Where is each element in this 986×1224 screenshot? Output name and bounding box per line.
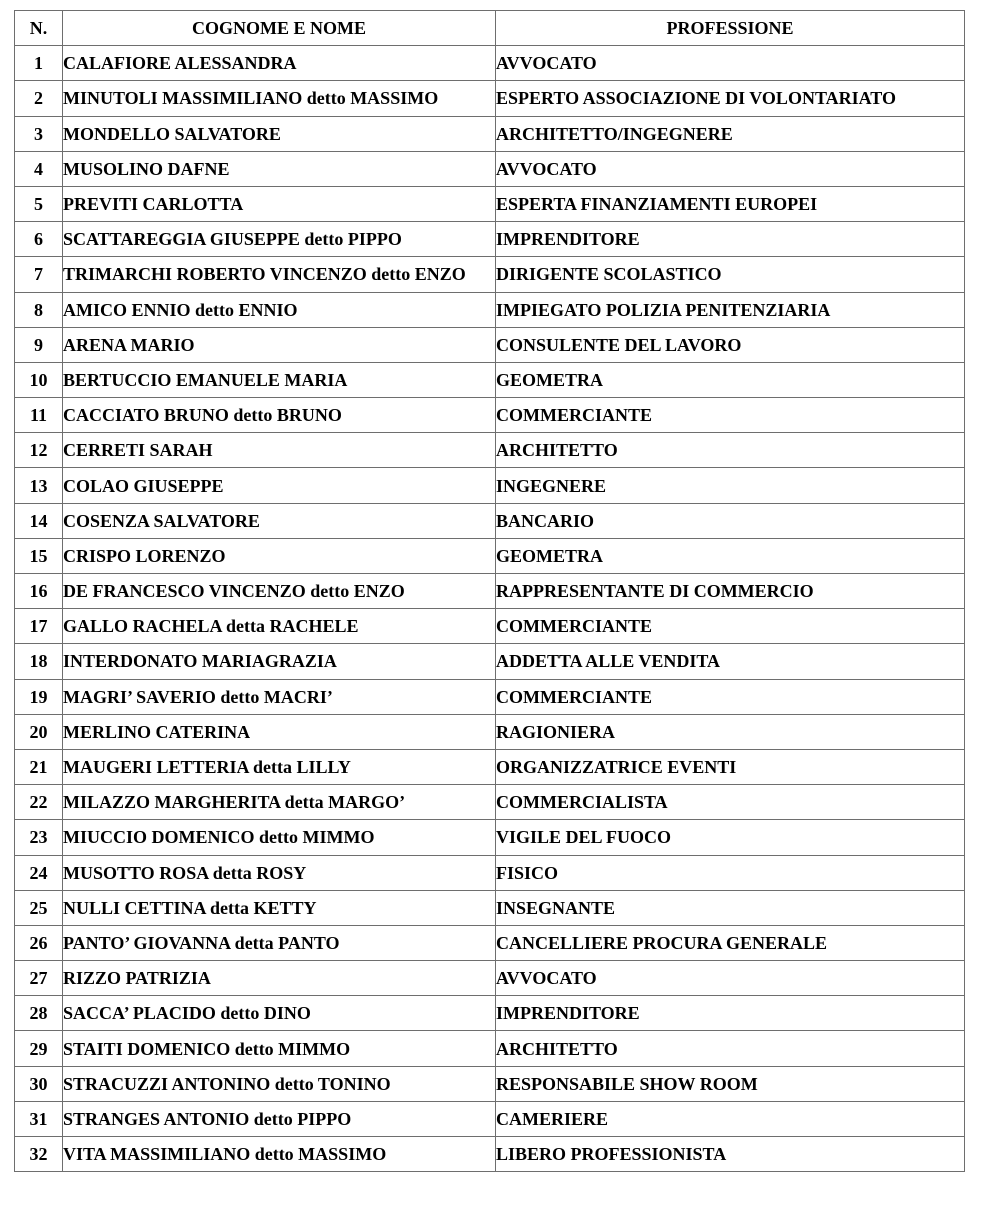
row-name: MAGRI’ SAVERIO detto MACRI’ [63,679,496,714]
row-name: MILAZZO MARGHERITA detta MARGO’ [63,785,496,820]
row-number: 28 [15,996,63,1031]
row-number: 20 [15,714,63,749]
table-row [15,644,965,679]
row-profession: COMMERCIANTE [496,398,965,433]
row-profession: RESPONSABILE SHOW ROOM [496,1066,965,1101]
table-row [15,186,965,221]
row-name: RIZZO PATRIZIA [63,961,496,996]
table-row [15,292,965,327]
header-number: N. [15,11,63,46]
row-profession: AVVOCATO [496,46,965,81]
row-number: 1 [15,46,63,81]
row-name: MERLINO CATERINA [63,714,496,749]
candidate-table [14,10,965,1172]
row-number: 32 [15,1137,63,1172]
row-name: MAUGERI LETTERIA detta LILLY [63,749,496,784]
table-row [15,398,965,433]
row-number: 11 [15,398,63,433]
row-profession: FISICO [496,855,965,890]
row-name: NULLI CETTINA detta KETTY [63,890,496,925]
row-number: 6 [15,222,63,257]
row-number: 17 [15,609,63,644]
row-number: 24 [15,855,63,890]
row-profession: IMPRENDITORE [496,222,965,257]
row-name: MINUTOLI MASSIMILIANO detto MASSIMO [63,81,496,116]
table-row [15,890,965,925]
row-name: CACCIATO BRUNO detto BRUNO [63,398,496,433]
table-row [15,503,965,538]
table-row [15,1101,965,1136]
row-number: 26 [15,925,63,960]
header-row [15,11,965,46]
row-profession: ADDETTA ALLE VENDITA [496,644,965,679]
row-number: 21 [15,749,63,784]
row-profession: VIGILE DEL FUOCO [496,820,965,855]
row-profession: ARCHITETTO [496,433,965,468]
table-row [15,820,965,855]
row-number: 9 [15,327,63,362]
header-profession: PROFESSIONE [496,11,965,46]
row-number: 13 [15,468,63,503]
row-number: 19 [15,679,63,714]
row-number: 12 [15,433,63,468]
row-profession: CANCELLIERE PROCURA GENERALE [496,925,965,960]
row-profession: LIBERO PROFESSIONISTA [496,1137,965,1172]
row-name: GALLO RACHELA detta RACHELE [63,609,496,644]
row-name: MUSOLINO DAFNE [63,151,496,186]
table-row [15,679,965,714]
row-name: STRACUZZI ANTONINO detto TONINO [63,1066,496,1101]
row-name: MONDELLO SALVATORE [63,116,496,151]
row-profession: IMPIEGATO POLIZIA PENITENZIARIA [496,292,965,327]
table-row [15,714,965,749]
table-row [15,116,965,151]
row-name: INTERDONATO MARIAGRAZIA [63,644,496,679]
row-profession: GEOMETRA [496,362,965,397]
table-row [15,785,965,820]
row-number: 5 [15,186,63,221]
row-number: 31 [15,1101,63,1136]
row-name: MIUCCIO DOMENICO detto MIMMO [63,820,496,855]
table-row [15,925,965,960]
row-number: 27 [15,961,63,996]
row-profession: ARCHITETTO [496,1031,965,1066]
row-profession: CAMERIERE [496,1101,965,1136]
row-profession: DIRIGENTE SCOLASTICO [496,257,965,292]
row-name: STAITI DOMENICO detto MIMMO [63,1031,496,1066]
row-profession: ESPERTO ASSOCIAZIONE DI VOLONTARIATO [496,81,965,116]
row-profession: BANCARIO [496,503,965,538]
table-header [15,11,965,46]
row-name: TRIMARCHI ROBERTO VINCENZO detto ENZO [63,257,496,292]
table-row [15,257,965,292]
row-name: CRISPO LORENZO [63,538,496,573]
table-row [15,362,965,397]
row-name: SACCA’ PLACIDO detto DINO [63,996,496,1031]
row-name: AMICO ENNIO detto ENNIO [63,292,496,327]
table-row [15,574,965,609]
table-row [15,433,965,468]
row-profession: IMPRENDITORE [496,996,965,1031]
row-name: MUSOTTO ROSA detta ROSY [63,855,496,890]
row-name: COLAO GIUSEPPE [63,468,496,503]
table-row [15,855,965,890]
row-name: PANTO’ GIOVANNA detta PANTO [63,925,496,960]
row-number: 30 [15,1066,63,1101]
row-profession: ESPERTA FINANZIAMENTI EUROPEI [496,186,965,221]
row-number: 16 [15,574,63,609]
table-row [15,1137,965,1172]
row-number: 7 [15,257,63,292]
table-row [15,151,965,186]
row-name: CALAFIORE ALESSANDRA [63,46,496,81]
table-row [15,327,965,362]
row-name: VITA MASSIMILIANO detto MASSIMO [63,1137,496,1172]
row-profession: RAPPRESENTANTE DI COMMERCIO [496,574,965,609]
row-name: CERRETI SARAH [63,433,496,468]
row-number: 2 [15,81,63,116]
row-profession: AVVOCATO [496,961,965,996]
row-profession: GEOMETRA [496,538,965,573]
row-name: COSENZA SALVATORE [63,503,496,538]
row-number: 3 [15,116,63,151]
header-name: COGNOME E NOME [63,11,496,46]
table-row [15,468,965,503]
row-number: 25 [15,890,63,925]
row-number: 15 [15,538,63,573]
row-profession: CONSULENTE DEL LAVORO [496,327,965,362]
table-row [15,749,965,784]
row-profession: INGEGNERE [496,468,965,503]
table-row [15,1031,965,1066]
row-number: 23 [15,820,63,855]
row-profession: ARCHITETTO/INGEGNERE [496,116,965,151]
row-name: PREVITI CARLOTTA [63,186,496,221]
row-profession: RAGIONIERA [496,714,965,749]
row-name: STRANGES ANTONIO detto PIPPO [63,1101,496,1136]
table-row [15,961,965,996]
table-body [15,46,965,1172]
row-profession: INSEGNANTE [496,890,965,925]
row-profession: AVVOCATO [496,151,965,186]
row-name: DE FRANCESCO VINCENZO detto ENZO [63,574,496,609]
row-name: ARENA MARIO [63,327,496,362]
table-row [15,1066,965,1101]
row-number: 14 [15,503,63,538]
row-number: 4 [15,151,63,186]
row-number: 29 [15,1031,63,1066]
row-profession: COMMERCIALISTA [496,785,965,820]
table-row [15,609,965,644]
row-profession: ORGANIZZATRICE EVENTI [496,749,965,784]
row-number: 8 [15,292,63,327]
row-number: 10 [15,362,63,397]
table-row [15,222,965,257]
row-name: SCATTAREGGIA GIUSEPPE detto PIPPO [63,222,496,257]
table-row [15,81,965,116]
table-row [15,996,965,1031]
row-profession: COMMERCIANTE [496,679,965,714]
row-number: 22 [15,785,63,820]
table-row [15,46,965,81]
table-row [15,538,965,573]
row-profession: COMMERCIANTE [496,609,965,644]
row-name: BERTUCCIO EMANUELE MARIA [63,362,496,397]
row-number: 18 [15,644,63,679]
